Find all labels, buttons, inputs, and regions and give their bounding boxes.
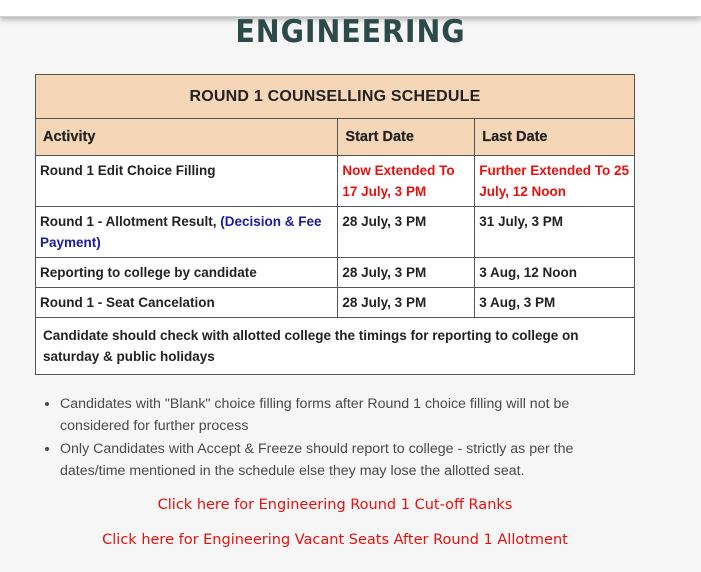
table-row: [36, 207, 635, 258]
table-note-row: [36, 318, 635, 375]
activity-text: Round 1 - Seat Cancelation: [40, 295, 215, 310]
table-header-row: [36, 119, 635, 156]
start-date-cell: 28 July, 3 PM: [338, 258, 475, 288]
table-row: [36, 156, 635, 207]
column-header-activity: Activity: [36, 119, 338, 156]
activity-text: Round 1 Edit Choice Filling: [40, 163, 216, 178]
activity-cell: [36, 258, 338, 288]
start-date-cell: 28 July, 3 PM: [338, 207, 475, 258]
page-title: ENGINEERING: [235, 14, 466, 50]
table-row: [36, 258, 635, 288]
cutoff-ranks-link[interactable]: Click here for Engineering Round 1 Cut-off Ranks: [157, 497, 513, 513]
notes-list: [60, 393, 630, 483]
table-title: ROUND 1 COUNSELLING SCHEDULE: [36, 75, 635, 119]
list-item: • Candidates with "Blank" choice filling forms after Round 1 choice filling will not be considered for further process: [60, 393, 630, 437]
last-date-cell: 3 Aug, 3 PM: [475, 288, 635, 318]
table-title-row: [36, 75, 635, 119]
activity-cell: [36, 207, 338, 258]
schedule-note: Candidate should check with allotted college the timings for reporting to college on saturday & public holidays: [36, 318, 635, 375]
activity-text: Reporting to college by candidate: [40, 265, 257, 280]
column-header-start-date: Start Date: [338, 119, 475, 156]
activity-text: Round 1 - Allotment Result,: [40, 214, 221, 229]
start-date-cell: Now Extended To 17 July, 3 PM: [338, 156, 475, 207]
schedule-table: [35, 74, 635, 375]
table-row: [36, 288, 635, 318]
decision-fee-payment-note: (Decision & Fee Payment): [40, 214, 322, 250]
last-date-cell: 3 Aug, 12 Noon: [475, 258, 635, 288]
last-date-cell: 31 July, 3 PM: [475, 207, 635, 258]
list-item: • Only Candidates with Accept & Freeze should report to college - strictly as per the dates/time mentioned in the schedule else they may lose the allotted seat.: [60, 438, 630, 482]
activity-cell: [36, 156, 338, 207]
start-date-cell: 28 July, 3 PM: [338, 288, 475, 318]
vacant-seats-link[interactable]: Click here for Engineering Vacant Seats After Round 1 Allotment: [102, 532, 568, 548]
column-header-last-date: Last Date: [475, 119, 635, 156]
activity-cell: [36, 288, 338, 318]
last-date-cell: Further Extended To 25 July, 12 Noon: [475, 156, 635, 207]
